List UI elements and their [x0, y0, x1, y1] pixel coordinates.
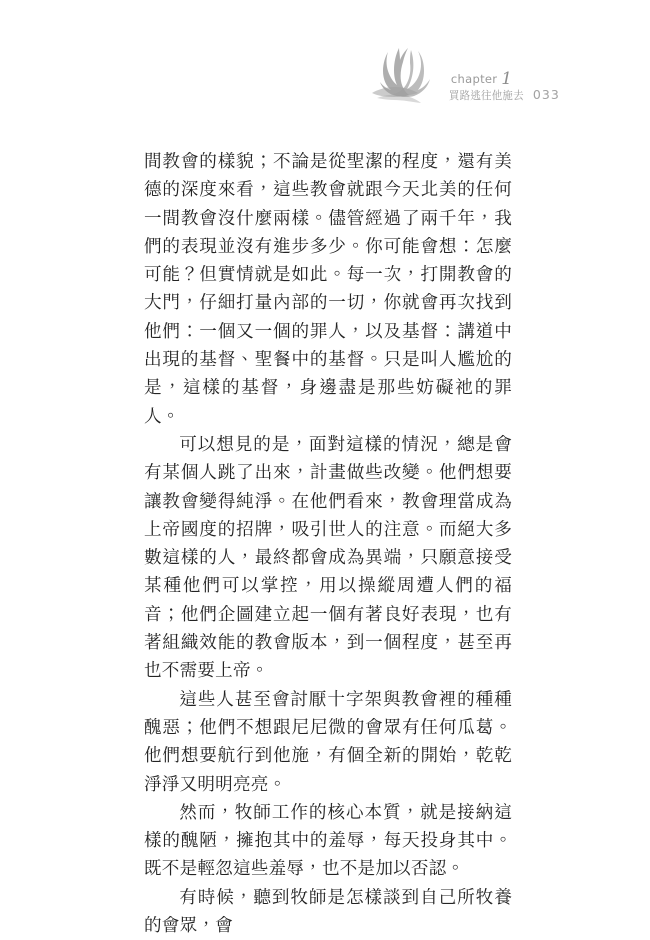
subtitle-line: [448, 86, 560, 102]
paragraph: 有時候，聽到牧師是怎樣談到自己所牧養的會眾，會: [144, 887, 512, 937]
running-head: [0, 36, 650, 102]
chapter-number: 1: [501, 68, 513, 89]
running-head-inner: [369, 44, 560, 102]
body-text-block: [144, 148, 512, 940]
running-head-text: [449, 70, 560, 103]
paragraph: 這些人甚至會討厭十字架與教會裡的種種醜惡；他們不想跟尼尼微的會眾有任何瓜葛。他們想要航行到他施，有個全新的開始，乾乾淨淨又明明亮亮。: [144, 689, 512, 795]
chapter-line: [449, 70, 512, 87]
paragraph: 然而，牧師工作的核心本質，就是接納這樣的醜陋，擁抱其中的羞辱，每天投身其中。既不是輕忽這些羞辱，也不是加以否認。: [144, 802, 512, 880]
whale-tail-icon: [369, 46, 443, 104]
chapter-label: chapter: [450, 71, 498, 86]
page-number: 033: [532, 86, 560, 102]
paragraph: 可以想見的是，面對這樣的情況，總是會有某個人跳了出來，計畫做些改變。他們想要讓教會變得純淨。在他們看來，教會理當成為上帝國度的招牌，吸引世人的注意。而絕大多數這樣的人，最終都會成為異端，只願意接受某種他們可以掌控，用以操縱周遭人們的福音；他們企圖建立起一個有著良好表現，也有著組織效能的教會版本，到一個程度，甚至再也不需要上帝。: [144, 434, 512, 682]
chapter-subtitle: 買路逃往他施去: [448, 88, 524, 102]
paragraph: 間教會的樣貌；不論是從聖潔的程度，還有美德的深度來看，這些教會就跟今天北美的任何一間教會沒什麼兩樣。儘管經過了兩千年，我們的表現並沒有進步多少。你可能會想：怎麼可能？但實情就是如此。每一次，打開教會的大門，仔細打量內部的一切，你就會再次找到他們：一個又一個的罪人，以及基督：講道中出現的基督、聖餐中的基督。只是叫人尷尬的是，這樣的基督，身邊盡是那些妨礙祂的罪人。: [144, 152, 512, 427]
